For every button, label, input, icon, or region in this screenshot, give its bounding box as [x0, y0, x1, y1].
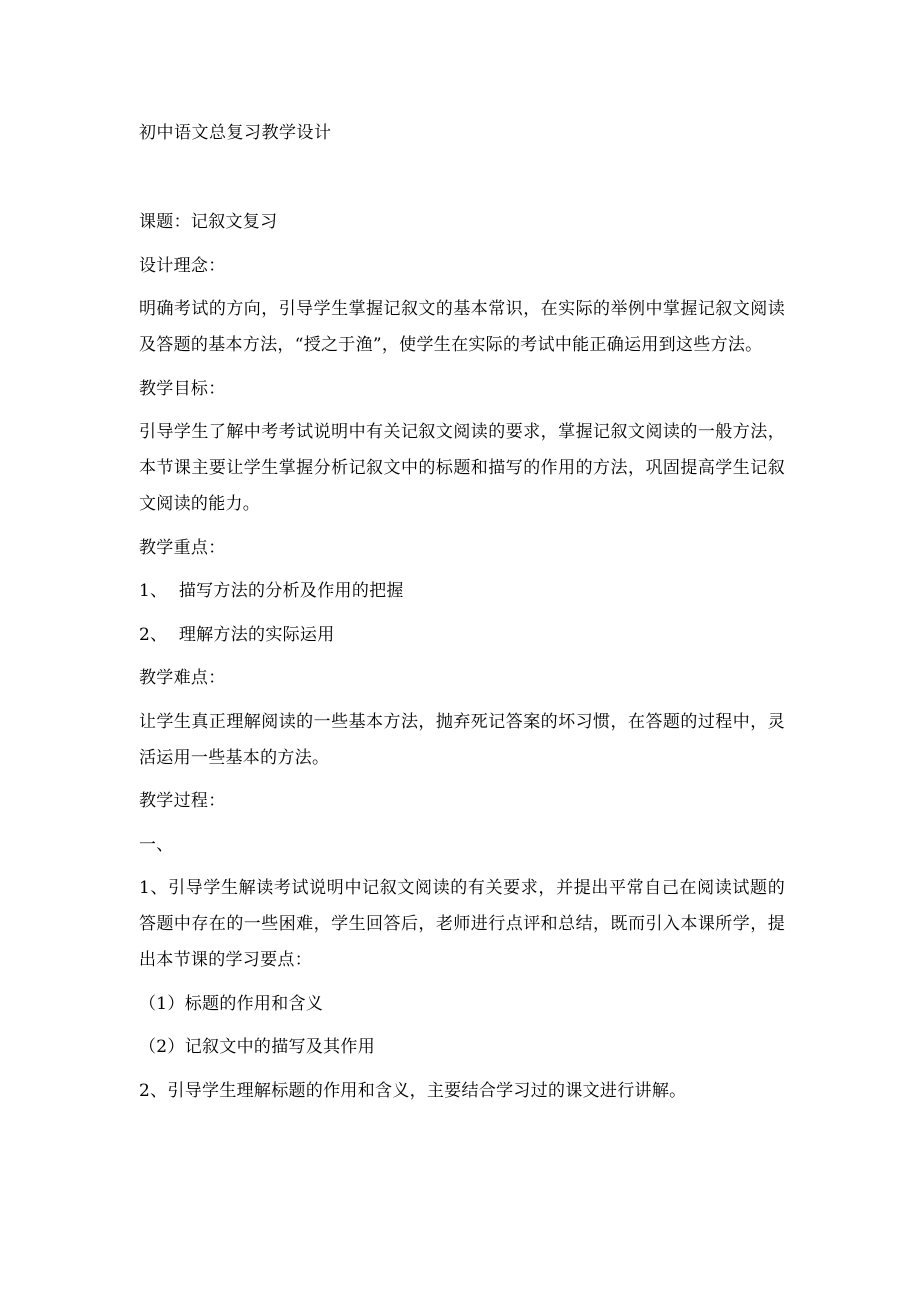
key-point-item: 2、 理解方法的实际运用 [139, 624, 335, 645]
lesson-topic: 课题：记叙文复习 [139, 212, 278, 232]
process-section-one: 一、 [139, 834, 174, 855]
document-body [139, 204, 785, 1116]
process-subpoint: （2）记叙文中的描写及其作用 [139, 1037, 376, 1057]
key-points-heading: 教学重点： [139, 537, 226, 558]
design-concept-heading: 设计理念： [139, 255, 226, 276]
process-step-1: 1、引导学生解读考试说明中记叙文阅读的有关要求，并提出平常自己在阅读试题的答题中存在的一些困难，学生回答后，老师进行点评和总结，既而引入本课所学，提出本节课的学习要点： [139, 878, 785, 970]
process-heading: 教学过程： [139, 791, 226, 811]
goals-heading: 教学目标： [139, 378, 226, 399]
process-step-2: 2、引导学生理解标题的作用和含义，主要结合学习过的课文进行讲解。 [139, 1080, 687, 1101]
difficulties-heading: 教学难点： [139, 668, 226, 688]
difficulties-paragraph: 让学生真正理解阅读的一些基本方法，抛弃死记答案的坏习惯，在答题的过程中，灵活运用一些基本的方法。 [139, 711, 785, 768]
key-point-item: 1、 描写方法的分析及作用的把握 [139, 581, 404, 601]
process-subpoint: （1）标题的作用和含义 [139, 993, 324, 1014]
goals-paragraph: 引导学生了解中考考试说明中有关记叙文阅读的要求，掌握记叙文阅读的一般方法，本节课主要让学生掌握分析记叙文中的标题和描写的作用的方法，巩固提高学生记叙文阅读的能力。 [139, 422, 785, 514]
design-concept-paragraph: 明确考试的方向，引导学生掌握记叙文的基本常识，在实际的举例中掌握记叙文阅读及答题的基本方法，“授之于渔”，使学生在实际的考试中能正确运用到这些方法。 [139, 299, 785, 355]
document-title: 初中语文总复习教学设计 [139, 123, 332, 143]
